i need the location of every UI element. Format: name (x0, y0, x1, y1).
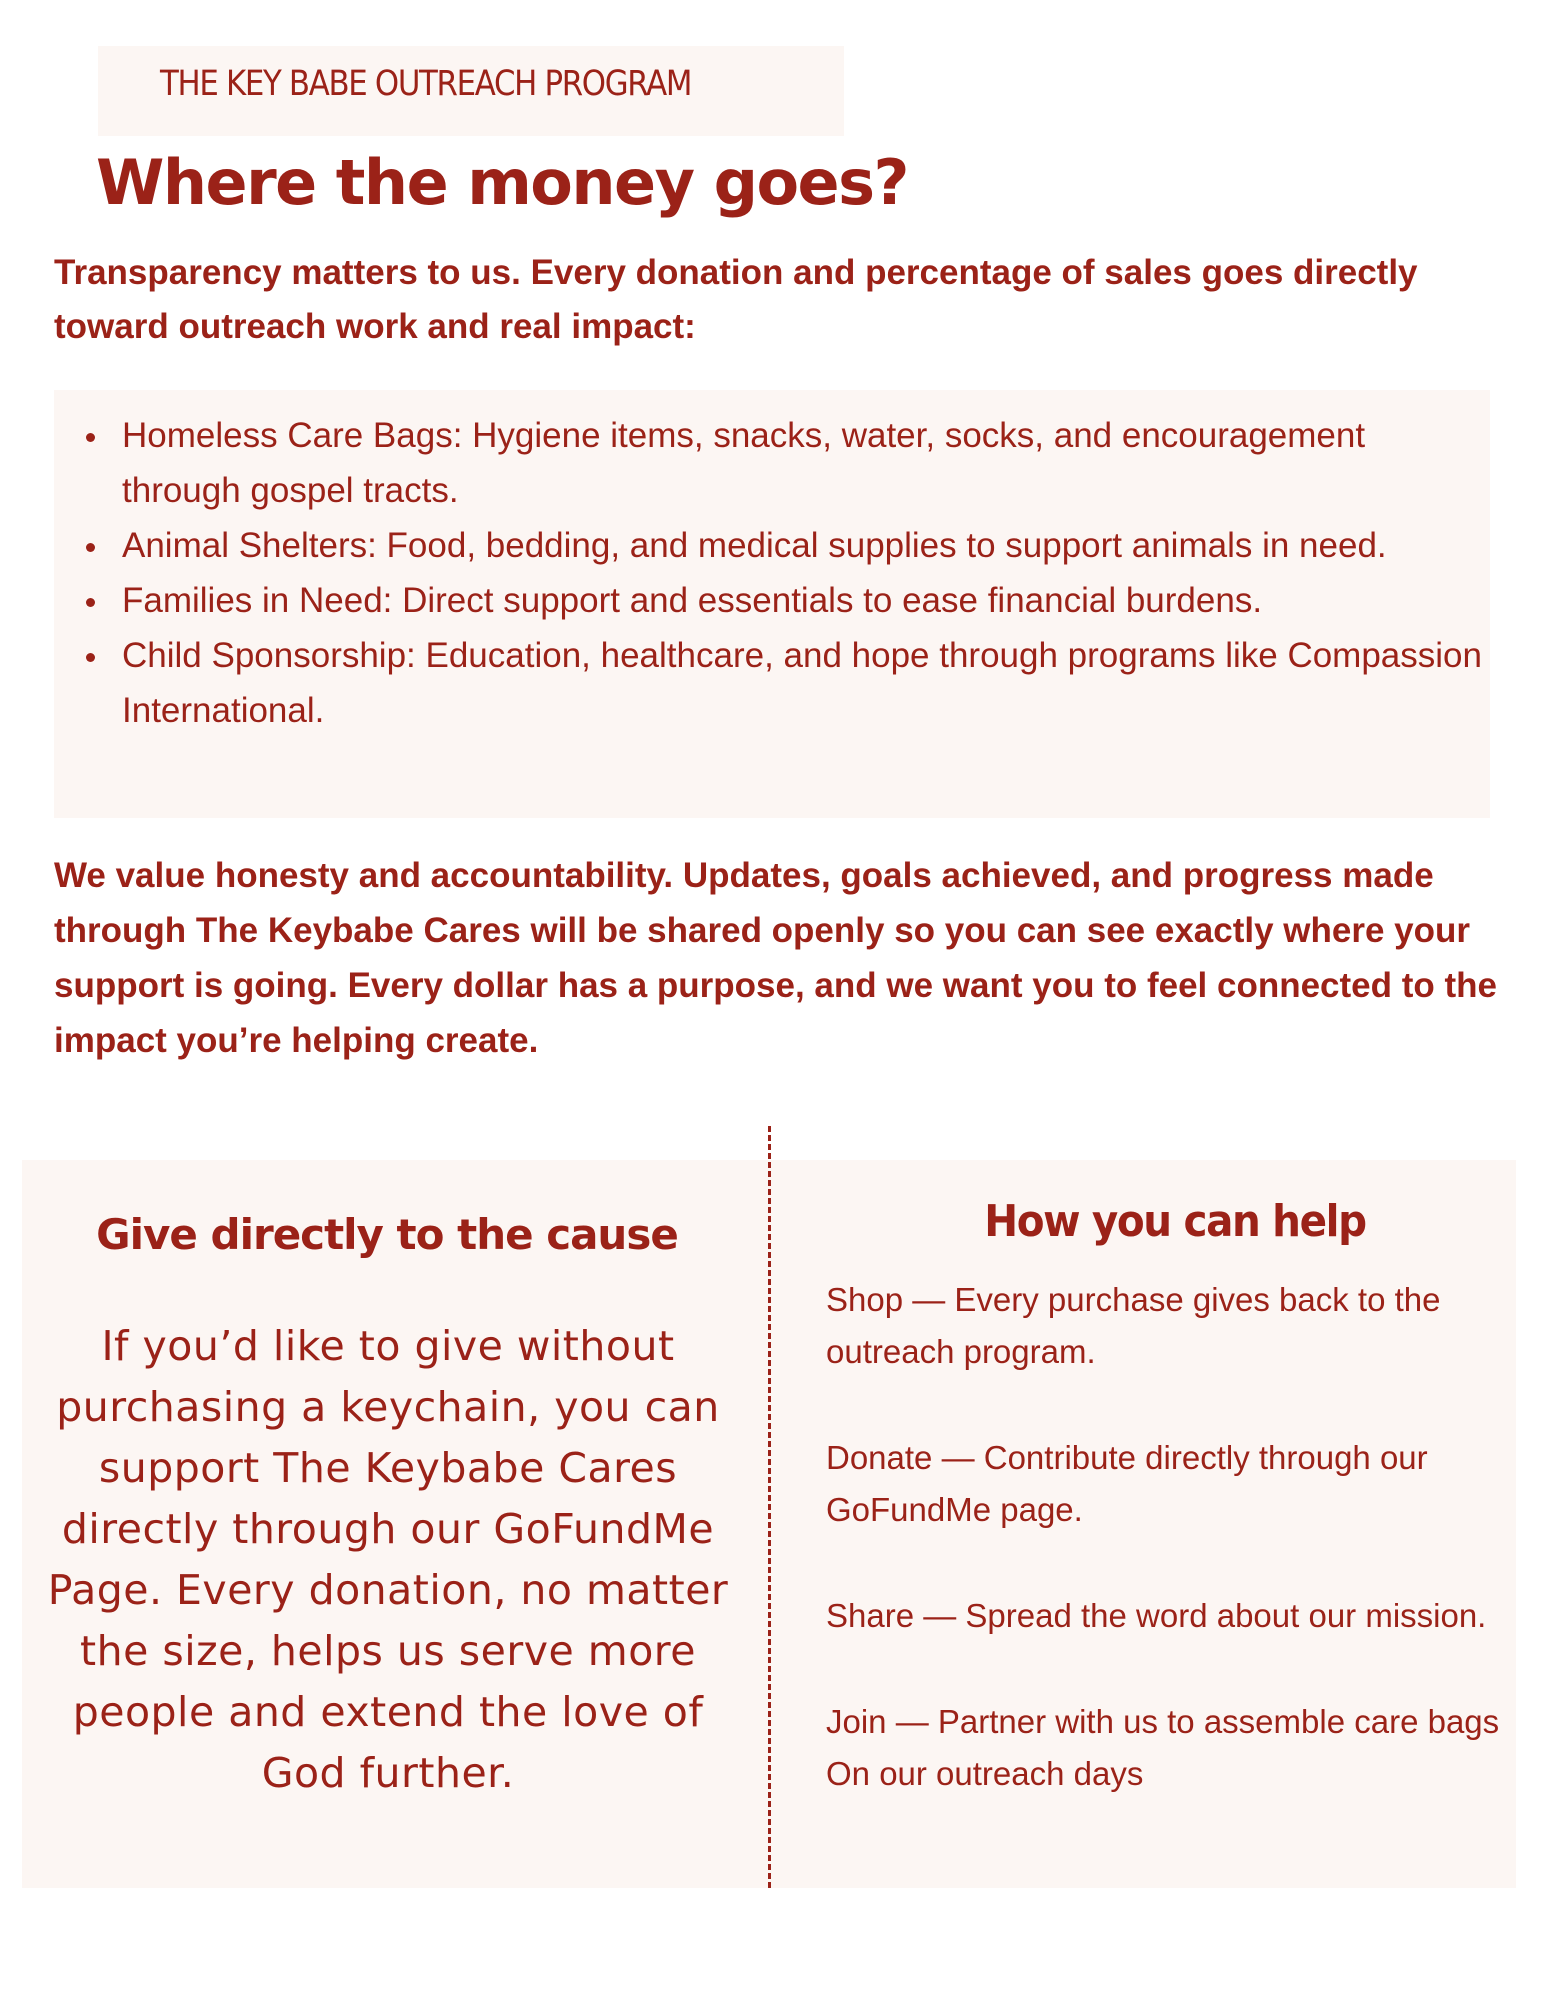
help-list (826, 1274, 1526, 1800)
page-title: Where the money goes? (96, 146, 908, 219)
intro-paragraph: Transparency matters to us. Every donation and percentage of sales goes directly toward outreach work and real impact: (54, 253, 1418, 346)
accountability-paragraph: We value honesty and accountability. Updates, goals achieved, and progress made through The Keybabe Cares will be shared openly so you can see exactly where your support is going. Every dollar has a purpose, and we want you to feel connected to the impact you’re helping create. (54, 856, 1497, 1060)
impact-item-animal-shelters: Animal Shelters: Food, bedding, and medical supplies to support animals in need. (122, 518, 1482, 573)
impact-item-care-bags: Homeless Care Bags: Hygiene items, snacks, water, socks, and encouragement through gospel tracts. (122, 408, 1482, 518)
help-item-shop: Shop — Every purchase gives back to the outreach program. (826, 1281, 1441, 1370)
help-item-donate: Donate — Contribute directly through our GoFundMe page. (826, 1439, 1428, 1528)
help-section-title: How you can help (984, 1196, 1366, 1247)
help-item-share: Share — Spread the word about our mission. (826, 1597, 1487, 1634)
dashed-divider (768, 1126, 771, 1888)
give-section-body: If you’d like to give without purchasing a keychain, you can support The Keybabe Cares directly through our GoFundMe Page. Every donation, no matter the size, helps us serve more people and extend the love of God further. (47, 1322, 729, 1797)
impact-item-families: Families in Need: Direct support and essentials to ease financial burdens. (122, 573, 1482, 628)
impact-item-child-sponsorship: Child Sponsorship: Education, healthcare, and hope through programs like Compassion International. (122, 628, 1482, 738)
help-item-join: Join — Partner with us to assemble care bags On our outreach days (826, 1703, 1500, 1792)
give-section-title: Give directly to the cause (96, 1210, 678, 1259)
impact-list (122, 408, 1482, 738)
program-eyebrow: THE KEY BABE OUTREACH PROGRAM (160, 64, 692, 104)
